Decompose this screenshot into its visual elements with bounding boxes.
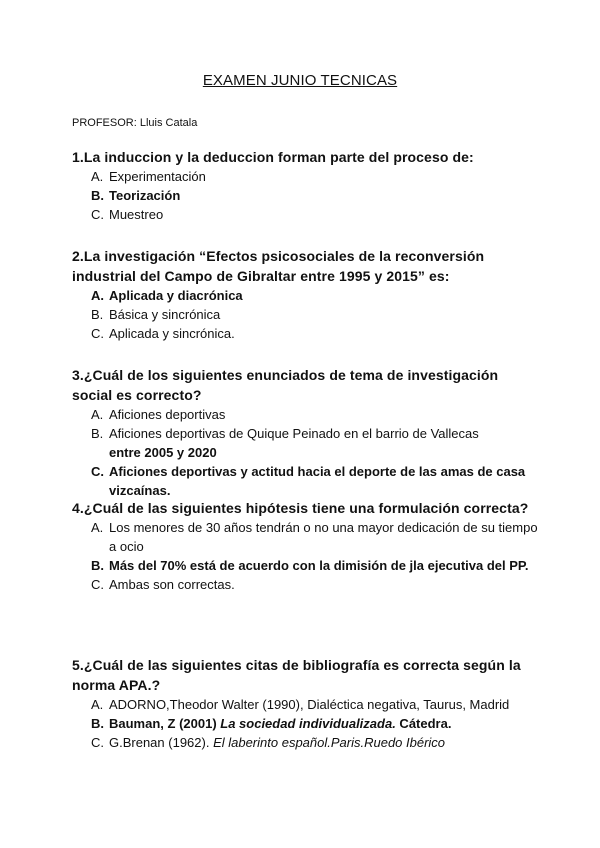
question-2-option-a [72, 286, 542, 305]
document-title: EXAMEN JUNIO TECNICAS [202, 72, 398, 89]
question-4 [72, 498, 542, 594]
option-text: Aplicada y sincrónica. [109, 326, 235, 341]
option-letter: B. [91, 716, 104, 731]
question-3-option-a [72, 405, 542, 424]
option-letter: C. [91, 326, 104, 341]
question-2-option-b [72, 305, 542, 324]
professor-line: PROFESOR: Lluis Catala [72, 117, 198, 129]
question-1-text: 1.La induccion y la deduccion forman parte del proceso de: [72, 149, 474, 165]
option-letter: A. [91, 520, 104, 535]
option-text: Los menores de 30 años tendrán o no una mayor dedicación de su tiempo a ocio [109, 520, 538, 554]
option-text: Ambas son correctas. [109, 577, 235, 592]
option-text-publisher: Cátedra. [395, 716, 452, 731]
question-5-option-a [72, 695, 542, 714]
question-4-option-c [72, 575, 542, 594]
option-text: Aficiones deportivas de Quique Peinado en el barrio de Vallecas [109, 426, 479, 441]
option-text-bold-line: entre 2005 y 2020 [109, 445, 217, 460]
option-text: Muestreo [109, 207, 164, 222]
option-text: Básica y sincrónica [109, 307, 221, 322]
option-text-author: Bauman, Z (2001) [109, 716, 221, 731]
option-letter: A. [91, 407, 104, 422]
question-5-text: 5.¿Cuál de las siguientes citas de bibliografía es correcta según la norma APA.? [72, 657, 521, 693]
option-text-book-title: La sociedad individualizada. [220, 716, 396, 731]
question-1 [72, 147, 542, 224]
question-1-option-c [72, 205, 542, 224]
option-text: Aficiones deportivas y actitud hacia el deporte de las amas de casa vizcaínas. [109, 464, 526, 498]
option-letter: A. [91, 288, 104, 303]
question-5-option-c [72, 733, 542, 752]
question-2-text: 2.La investigación “Efectos psicosociales de la reconversión industrial del Campo de Gibraltar entre 1995 y 2015” es: [72, 248, 485, 284]
option-letter: C. [91, 735, 104, 750]
question-3 [72, 365, 542, 500]
option-text: ADORNO,Theodor Walter (1990), Dialéctica negativa, Taurus, Madrid [109, 697, 510, 712]
option-text: Más del 70% está de acuerdo con la dimisión de jla ejecutiva del PP. [109, 558, 529, 573]
question-4-text: 4.¿Cuál de las siguientes hipótesis tiene una formulación correcta? [72, 500, 529, 516]
question-1-option-a [72, 167, 542, 186]
question-5-option-b [72, 714, 542, 733]
option-letter: B. [91, 307, 104, 322]
option-text: Experimentación [109, 169, 206, 184]
option-letter: A. [91, 169, 104, 184]
option-text-book-title: El laberinto español.Paris.Ruedo Ibérico [213, 735, 446, 750]
option-letter: C. [91, 207, 104, 222]
option-letter: B. [91, 188, 104, 203]
option-letter: C. [91, 464, 104, 479]
question-3-text: 3.¿Cuál de los siguientes enunciados de tema de investigación social es correcto? [72, 367, 499, 403]
option-text-author: G.Brenan (1962). [109, 735, 214, 750]
question-4-option-a [72, 518, 542, 556]
question-4-option-b [72, 556, 542, 575]
option-text: Teorización [109, 188, 181, 203]
question-3-option-c [72, 462, 542, 500]
option-text: Aplicada y diacrónica [109, 288, 243, 303]
option-letter: A. [91, 697, 104, 712]
option-letter: B. [91, 558, 104, 573]
question-3-option-b [72, 424, 542, 462]
question-2-option-c [72, 324, 542, 343]
question-5 [72, 655, 542, 752]
option-text: Aficiones deportivas [109, 407, 226, 422]
question-1-option-b [72, 186, 542, 205]
option-letter: B. [91, 426, 104, 441]
question-2 [72, 246, 542, 343]
option-letter: C. [91, 577, 104, 592]
